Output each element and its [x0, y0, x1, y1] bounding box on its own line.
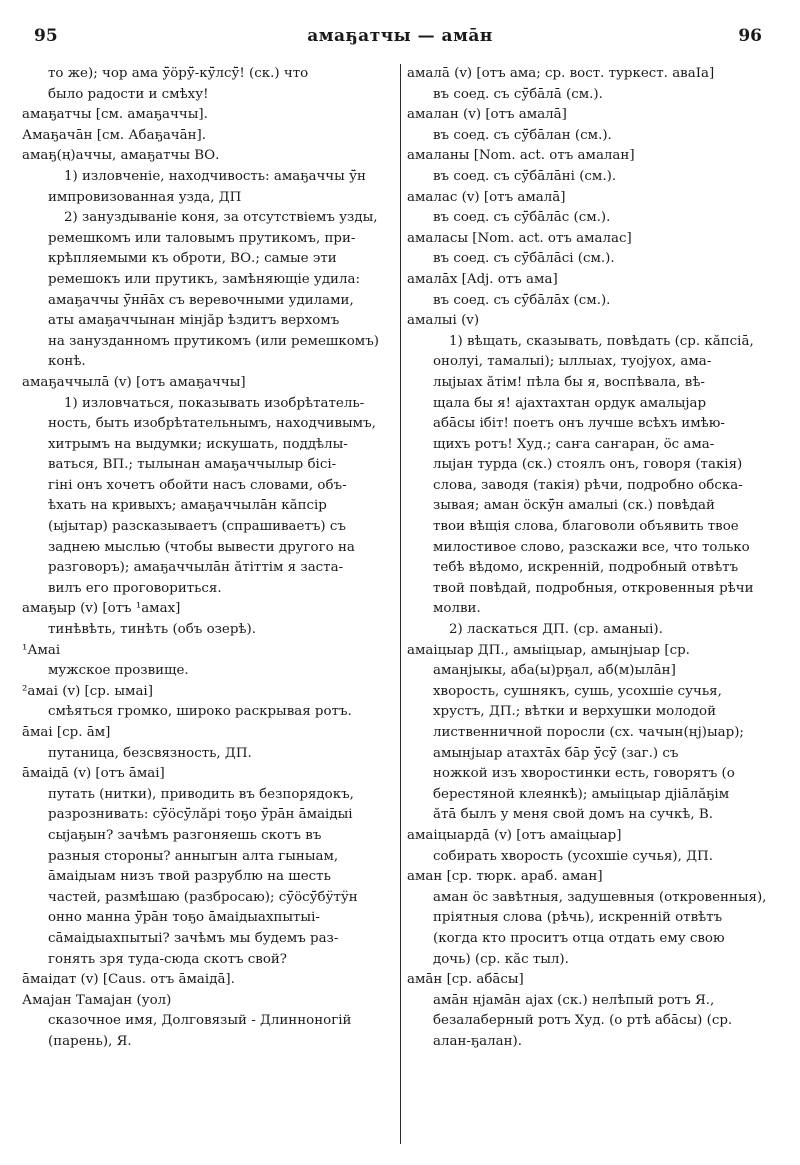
entry-headword-line: амаҕыр (v) [отъ ¹амах]	[22, 601, 181, 617]
entry-text-line: твои вѣщія слова, благоволи объявить твое	[433, 519, 739, 535]
entry-text-line: хворость, сушнякъ, сушь, усохшіе сучья,	[433, 683, 722, 699]
entry-headword-line: амалан (v) [отъ амалā]	[407, 107, 567, 123]
entry-text-line: сāмаідыахпытыі? зачѣмъ мы будемъ раз-	[48, 930, 339, 946]
entry-text-line: милостивое слово, разскажи все, что только	[433, 539, 750, 555]
entry-text-line: сказочное имя, Долговязый - Длинноногій	[48, 1013, 352, 1029]
entry-text-line: 1) изловченіе, находчивость: амаҕаччы ӱ̄н	[64, 168, 366, 184]
entry-text-line: онолуі, тамалыі); ыллыах, туојуох, ама-	[433, 354, 712, 370]
entry-text-line: въ соед. съ сӱ̄бāлā (см.).	[433, 86, 603, 102]
entry-text-line: 1) изловчаться, показывать изобрѣтатель-	[64, 395, 365, 411]
entry-text-line: частей, размѣшаю (разбросаю); сӱ̄öсӱ̄бӱтӱн	[48, 889, 358, 905]
entry-text-line: аман öс завѣтныя, задушевныя (откровенныя),	[433, 889, 767, 905]
entry-text-line: щала бы я! ајахтахтан ордук амалыјар	[433, 395, 707, 411]
page-header	[0, 26, 800, 54]
entry-text-line: зывая; аман öскӱ̄н амалыі (ск.) повѣдай	[433, 498, 715, 514]
entry-text-line: смѣяться громко, широко раскрывая ротъ.	[48, 704, 352, 720]
entry-text-line: 2) ласкаться ДП. (ср. аманыі).	[449, 622, 663, 638]
entry-headword-line: Амаҕачāн [см. Абаҕачāн].	[22, 127, 207, 143]
entry-headword-line: Амајан Тамајан (уол)	[22, 992, 172, 1008]
entry-text-line: крѣпляемыми къ оброти, ВО.; самые эти	[48, 251, 337, 267]
entry-text-line: берестяной клеянкѣ); амыіцыар дјіāлăҕім	[433, 786, 730, 802]
entry-headword-line: āмаідат (v) [Caus. отъ āмаідā].	[22, 972, 235, 988]
entry-headword-line: амалāх [Adj. отъ ама]	[407, 271, 558, 287]
entry-text-line: вилъ его проговориться.	[48, 580, 222, 596]
entry-text-line: лыјыах ăтім! пѣла бы я, воспѣвала, вѣ-	[433, 374, 705, 390]
entry-text-line: было радости и смѣху!	[48, 86, 209, 102]
page-number-left: 95	[34, 26, 58, 46]
entry-text-line: гіні онъ хочетъ обойти насъ словами, объ-	[48, 477, 347, 493]
entry-text-line: алан-ҕалан).	[433, 1033, 523, 1049]
entry-text-line: ăтā былъ у меня свой домъ на сучкѣ, В.	[433, 807, 713, 823]
entry-headword-line: амалыі (v)	[407, 313, 480, 329]
entry-text-line: въ соед. съ сӱ̄бāлāні (см.).	[433, 168, 617, 184]
entry-text-line: хрустъ, ДП.; вѣтки и верхушки молодой	[433, 704, 717, 720]
entry-text-line: молви.	[433, 601, 481, 617]
entry-text-line: разныя стороны? анныгын алта гыныам,	[48, 848, 339, 864]
entry-headword-line: амалā (v) [отъ ама; ср. вост. туркест. aвaIa]	[407, 66, 715, 81]
entry-text-line: амаҕаччы ӱ̄нн̄āх съ веревочными удилами,	[48, 292, 354, 308]
entry-text-line: ность, быть изобрѣтательнымъ, находчивымъ,	[48, 416, 376, 432]
entry-text-line: дочь) (ср. кăс тыл).	[433, 951, 569, 967]
entry-text-line: аманјыкы, аба(ы)рҕал, аб(м)ылāн]	[433, 663, 676, 679]
entry-headword-line: āмаідā (v) [отъ āмаі]	[22, 766, 165, 782]
entry-text-line: тинѣвѣть, тинѣть (объ озерѣ).	[48, 622, 256, 638]
entry-text-line: сыјаҕын? зачѣмъ разгоняешь скотъ въ	[48, 827, 322, 843]
entry-text-line: ѣхать на кривыхъ; амаҕаччылāн кăпсір	[48, 498, 327, 514]
entry-text-line: въ соед. съ сӱ̄бāлāх (см.).	[433, 292, 611, 308]
entry-text-line: конѣ.	[48, 354, 86, 370]
entry-headword-line: амаҕ(ң)аччы, амаҕатчы ВО.	[22, 148, 220, 164]
entry-text-line: разрознивать: сӱ̄öсӱ̄лăрі тоҕо ӱ̄рāн āмаідыі	[48, 807, 353, 823]
entry-text-line: (парень), Я.	[48, 1033, 132, 1049]
entry-text-line: на занузданномъ прутикомъ (или ремешкомъ)	[48, 333, 379, 349]
entry-headword-line: амалас (v) [отъ амалā]	[407, 189, 566, 205]
right-column	[407, 64, 783, 1053]
entry-text-line: (когда кто проситъ отца отдать ему свою	[433, 930, 725, 946]
entry-text-line: щихъ ротъ! Худ.; саҥа саҥаран, öс ама-	[433, 436, 715, 452]
entry-text-line: путать (нитки), приводить въ безпорядокъ,	[48, 786, 354, 802]
entry-text-line: путаница, безсвязность, ДП.	[48, 745, 252, 761]
entry-text-line: ножкой изъ хворостинки есть, говорятъ (о	[433, 766, 735, 782]
entry-text-line: импровизованная узда, ДП	[48, 189, 242, 205]
column-divider	[400, 64, 401, 1144]
entry-text-line: гонять зря туда-сюда скотъ свой?	[48, 951, 287, 967]
entry-text-line: тебѣ вѣдомо, искренній, подробный отвѣтъ	[433, 560, 739, 576]
entry-text-line: то же); чор ама ӱ̄öрӱ̄-кӱ̄лсӱ̄! (ск.) что	[48, 66, 309, 81]
page-number-right: 96	[738, 26, 762, 46]
entry-text-line: твой повѣдай, подробныя, откровенныя рѣчи	[433, 580, 754, 596]
entry-text-line: безалаберный ротъ Худ. (о ртѣ абāсы) (ср.	[433, 1013, 733, 1029]
entry-headword-line: āмаі [ср. āм]	[22, 725, 111, 740]
entry-headword-line: амаіцыар ДП., амыіцыар, амынјыар [ср.	[407, 642, 690, 658]
entry-text-line: собирать хворость (усохшіе сучья), ДП.	[433, 848, 713, 864]
entry-text-line: хитрымъ на выдумки; искушать, поддѣлы-	[48, 436, 348, 452]
entry-text-line: слова, заводя (такія) рѣчи, подробно обска-	[433, 477, 743, 493]
entry-text-line: амāн нјамāн ајах (ск.) нелѣпый ротъ Я.,	[433, 992, 715, 1008]
entry-text-line: (ыјытар) разсказываетъ (спрашиваетъ) съ	[48, 519, 346, 535]
left-column	[22, 64, 394, 1053]
entry-headword-line: амаланы [Nom. act. отъ амалан]	[407, 148, 635, 164]
entry-text-line: амынјыар атахтāх бāр ӱ̄сӱ̄ (заг.) съ	[433, 745, 679, 761]
entry-text-line: лыјан турда (ск.) стоялъ онъ, говоря (такія)	[433, 457, 743, 473]
entry-text-line: пріятныя слова (рѣчь), искренній отвѣтъ	[433, 910, 723, 926]
entry-text-line: въ соед. съ сӱ̄бāлāсі (см.).	[433, 251, 615, 267]
entry-text-line: ваться, ВП.; тылынан амаҕаччылыр бісі-	[48, 457, 337, 473]
entry-text-line: аты амаҕаччынан мiнјăр ѣздитъ верхомъ	[48, 313, 340, 329]
entry-text-line: 2) зануздываніе коня, за отсутствіемъ узды,	[64, 210, 378, 226]
entry-headword-line: амāн [ср. абāсы]	[407, 972, 524, 988]
entry-headword-line: амаласы [Nom. act. отъ амалас]	[407, 230, 632, 246]
entry-headword-line: ¹Амаі	[22, 642, 61, 658]
entry-text-line: онно манна ӱ̄рāн тоҕо āмаідыахпытыі-	[48, 910, 320, 926]
entry-text-line: ремешокъ или прутикъ, замѣняющіе удила:	[48, 271, 360, 287]
entry-headword-line: амаҕаччылā (v) [отъ амаҕаччы]	[22, 374, 246, 390]
running-title: амаҕатчы — амāн	[307, 26, 493, 46]
entry-headword-line: амаіцыардā (v) [отъ амаіцыар]	[407, 827, 622, 843]
entry-headword-line: амаҕатчы [см. амаҕаччы].	[22, 107, 208, 123]
entry-text-line: 1) вѣщать, сказывать, повѣдать (ср. кăпсіā,	[449, 333, 754, 349]
entry-text-line: абāсы ібіт! поетъ онъ лучше всѣхъ имѣю-	[433, 416, 725, 432]
entry-text-line: мужское прозвище.	[48, 663, 189, 679]
entry-text-line: лиственничной поросли (сх. чачын(нј)ыар);	[433, 725, 744, 740]
entry-text-line: заднею мыслью (чтобы вывести другого на	[48, 539, 355, 555]
entry-headword-line: ²амаі (v) [ср. ымаі]	[22, 683, 153, 699]
entry-headword-line: аман [ср. тюрк. араб. аман]	[407, 869, 603, 885]
entry-text-line: въ соед. съ сӱ̄бāлан (см.).	[433, 127, 612, 143]
entry-text-line: разговоръ); амаҕаччылāн ăтіттім я заста-	[48, 560, 344, 576]
entry-text-line: ремешкомъ или таловымъ прутикомъ, при-	[48, 230, 356, 246]
entry-text-line: въ соед. съ сӱ̄бāлāс (см.).	[433, 210, 611, 226]
entry-text-line: āмаідыам низъ твой разрублю на шесть	[48, 869, 331, 885]
